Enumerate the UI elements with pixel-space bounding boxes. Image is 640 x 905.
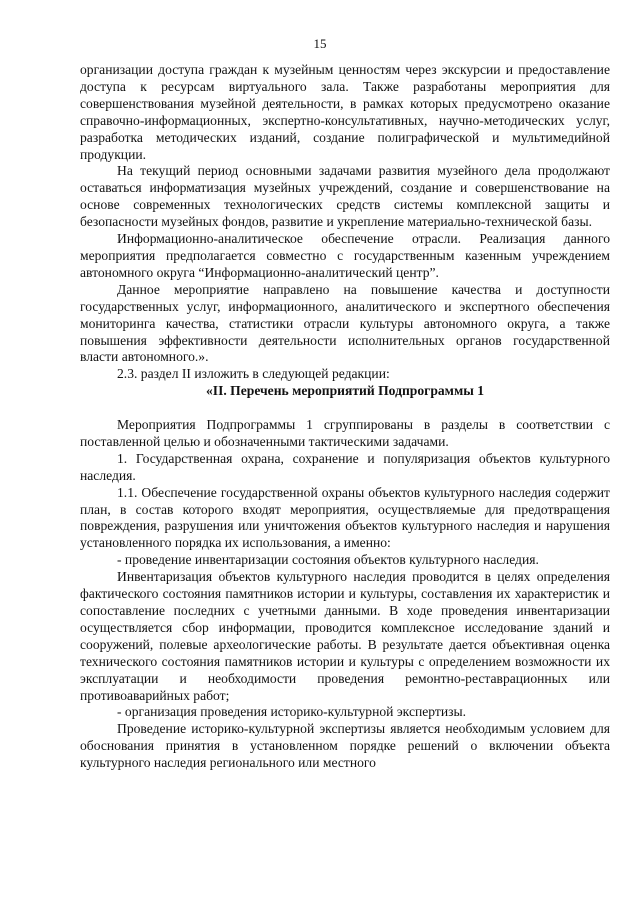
- paragraph-item-1-1: 1.1. Обеспечение государственной охраны объектов культурного наследия содержит план, в состав которого входят мероприятия, осуществляемые для предотвращения повреждения, разрушения или уничтожения объектов культурного наследия и нарушения установленного порядка их использования, а именно:: [80, 484, 610, 551]
- paragraph-expertise-bullet: - организация проведения историко-культурной экспертизы.: [117, 704, 467, 720]
- page-number: 15: [313, 36, 327, 51]
- paragraph-info-analytics: Информационно-аналитическое обеспечение отрасли. Реализация данного мероприятия предполагается совместно с государственным казенным учреждением автономного округа “Информационно-аналитический центр”.: [80, 231, 610, 280]
- paragraph-quality-improvement: Данное мероприятие направлено на повышение качества и доступности государственных услуг, информационного, аналитического и экспертного обеспечения мониторинга качества, статистики отрасли культуры автономного округа, а также повышения эффективности деятельности исполнительных органов государственной власти автономного.».: [80, 281, 610, 365]
- paragraph-museum-access: организации доступа граждан к музейным ценностям через экскурсии и предоставление доступа к ресурсам виртуального зала. Также разработаны мероприятия для совершенствования музейной деятельности, в рамках которых предусмотрено оказание справочно-информационных, экспертно-консультативных, научно-методических услуг, разработка методических изданий, создание полиграфической и мультимедийной продукции.: [80, 62, 610, 162]
- paragraph-grouping: Мероприятия Подпрограммы 1 сгруппированы в разделы в соответствии с поставленной целью и обозначенными тактическими задачами.: [80, 417, 610, 449]
- paragraph-inventory-bullet: - проведение инвентаризации состояния объектов культурного наследия.: [117, 552, 539, 568]
- document-body: [80, 62, 610, 772]
- section-heading: «II. Перечень мероприятий Подпрограммы 1: [205, 383, 485, 399]
- paragraph-museum-tasks: На текущий период основными задачами развития музейного дела продолжают оставаться информатизация музейных учреждений, создание и совершенствование на основе современных технологических средств системы комплексной защиты и безопасности музейных фондов, развитие и укрепление материально-технической базы.: [80, 163, 610, 230]
- paragraph-expertise: Проведение историко-культурной экспертизы является необходимым условием для обоснования принятия в установленном порядке решений о включении объекта культурного наследия регионального или местного: [80, 721, 610, 771]
- paragraph-inventory: Инвентаризация объектов культурного наследия проводится в целях определения фактического состояния памятников истории и культуры, составления их характеристик и сопоставление последних с учетными данными. В ходе проведения инвентаризации осуществляется сбор информации, проводится комплексное исследование зданий и сооружений, полевые археологические работы. В результате дается объективная оценка технического состояния памятников истории и культуры с определением возможности их эксплуатации и необходимости проведения ремонтно-реставрационных или противоаварийных работ;: [80, 569, 610, 703]
- paragraph-item-1: 1. Государственная охрана, сохранение и популяризация объектов культурного наследия.: [80, 450, 610, 483]
- paragraph-section-amendment: 2.3. раздел II изложить в следующей редакции:: [117, 366, 390, 382]
